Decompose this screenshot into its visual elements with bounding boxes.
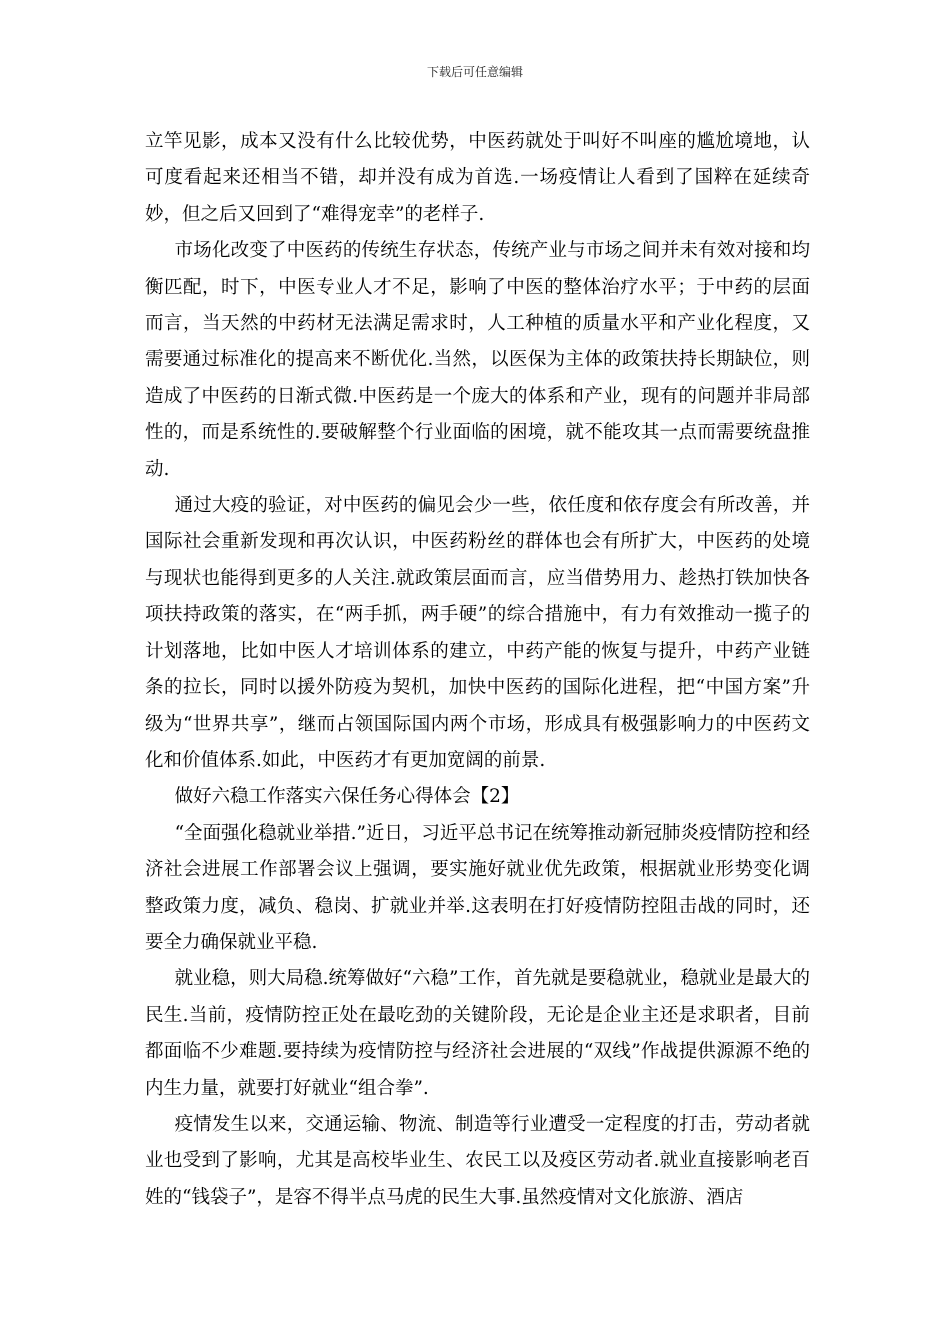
document-body bbox=[145, 124, 810, 1216]
page-header: 下载后可任意编辑 bbox=[426, 65, 523, 79]
paragraph: 立竿见影，成本又没有什么比较优势，中医药就处于叫好不叫座的尴尬境地，认可度看起来还相当不错，却并没有成为首选.一场疫情让人看到了国粹在延续奇妙，但之后又回到了“难得宠幸”的老样子. bbox=[145, 131, 810, 225]
paragraph: 疫情发生以来，交通运输、物流、制造等行业遭受一定程度的打击，劳动者就业也受到了影响，尤其是高校毕业生、农民工以及疫区劳动者.就业直接影响老百姓的“钱袋子”，是容不得半点马虎的民生大事.虽然疫情对文化旅游、酒店 bbox=[145, 1113, 810, 1208]
paragraph: “全面强化稳就业举措.”近日，习近平总书记在统筹推动新冠肺炎疫情防控和经济社会进展工作部署会议上强调，要实施好就业优先政策，根据就业形势变化调整政策力度，减负、稳岗、扩就业并举.这表明在打好疫情防控阻击战的同时，还要全力确保就业平稳. bbox=[145, 822, 810, 953]
paragraph: 市场化改变了中医药的传统生存状态，传统产业与市场之间并未有效对接和均衡匹配，时下，中医专业人才不足，影响了中医的整体治疗水平；于中药的层面而言，当天然的中药材无法满足需求时，人工种植的质量水平和产业化程度，又需要通过标准化的提高来不断优化.当然，以医保为主体的政策扶持长期缺位，则造成了中医药的日渐式微.中医药是一个庞大的体系和产业，现有的问题并非局部性的，而是系统性的.要破解整个行业面临的困境，就不能攻其一点而需要统盘推动. bbox=[145, 240, 810, 480]
paragraph: 通过大疫的验证，对中医药的偏见会少一些，依任度和依存度会有所改善，并国际社会重新发现和再次认识，中医药粉丝的群体也会有所扩大，中医药的处境与现状也能得到更多的人关注.就政策层面而言，应当借势用力、趁热打铁加快各项扶持政策的落实，在“两手抓，两手硬”的综合措施中，有力有效推动一揽子的计划落地，比如中医人才培训体系的建立，中药产能的恢复与提升，中药产业链条的拉长，同时以援外防疫为契机，加快中医药的国际化进程，把“中国方案”升级为“世界共享”，继而占领国际国内两个市场，形成具有极强影响力的中医药文化和价值体系.如此，中医药才有更加宽阔的前景. bbox=[145, 495, 810, 771]
paragraph: 就业稳，则大局稳.统筹做好“六稳”工作，首先就是要稳就业，稳就业是最大的民生.当前，疫情防控正处在最吃劲的关键阶段，无论是企业主还是求职者，目前都面临不少难题.要持续为疫情防控与经济社会进展的“双线”作战提供源源不绝的内生力量，就要打好就业“组合拳”. bbox=[145, 968, 810, 1099]
section-heading: 做好六稳工作落实六保任务心得体会【2】 bbox=[174, 786, 520, 808]
